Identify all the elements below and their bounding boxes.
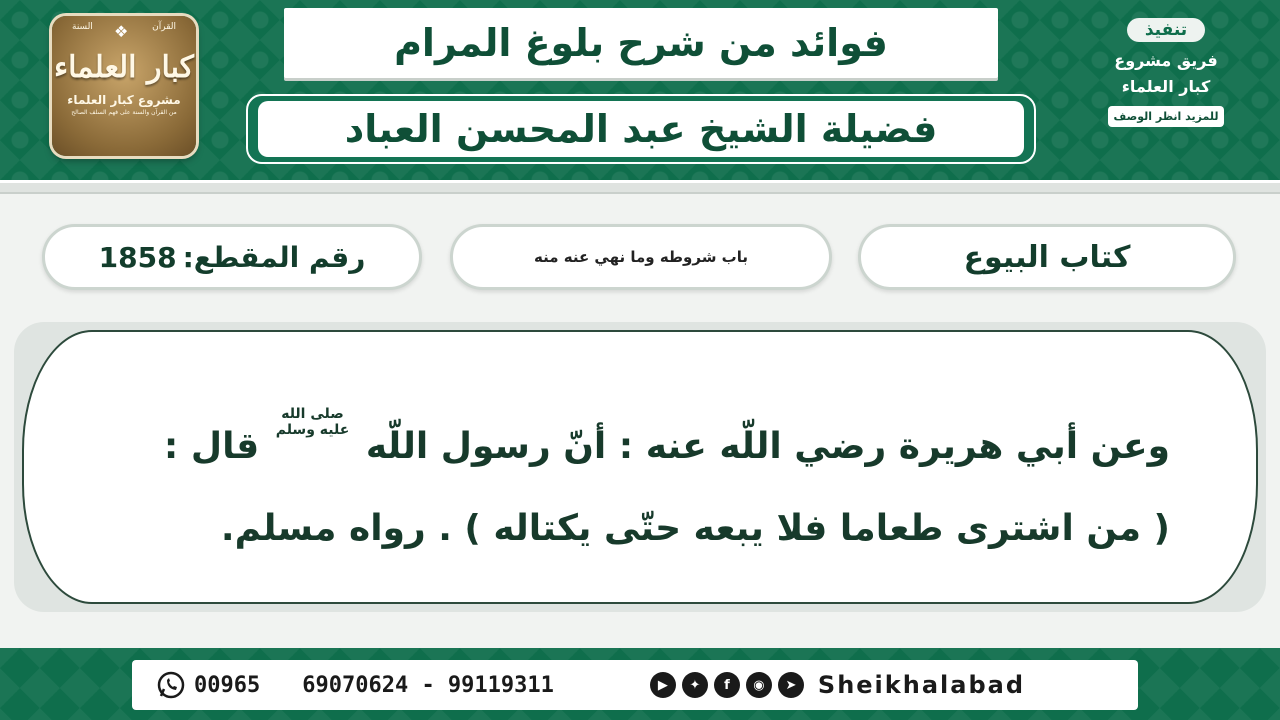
execution-label: تنفيذ: [1127, 18, 1205, 42]
phone-numbers: 69070624 - 99119311: [302, 672, 554, 698]
whatsapp-group: [156, 670, 260, 700]
header-divider: [0, 180, 1280, 194]
series-title-box: [284, 8, 998, 78]
hadith-line-1-start: وعن أبي هريرة رضي اللّه عنه : أنّ رسول اللّه: [365, 426, 1170, 467]
social-icons: [650, 671, 1025, 699]
hadith-line-2: ( من اشترى طعاما فلا يبعه حتّى يكتاله ) . رواه مسلم.: [220, 508, 1170, 549]
hadith-card: [22, 330, 1258, 604]
salla-honorific: [276, 406, 350, 438]
sheikh-name: فضيلة الشيخ عبد المحسن العباد: [344, 107, 938, 151]
open-book-icon: ❖: [114, 22, 129, 41]
logo-sunnah-label: السنة: [72, 22, 93, 32]
hadith-line-1-end: قال :: [163, 426, 260, 467]
chapter-title-pill: [450, 224, 832, 290]
country-code: 00965: [194, 672, 261, 698]
contact-bar: [132, 660, 1138, 710]
youtube-icon[interactable]: ▶: [650, 672, 676, 698]
book-title-pill: [858, 224, 1236, 290]
series-title: فوائد من شرح بلوغ المرام: [394, 21, 888, 65]
kibar-ulama-logo: [52, 16, 196, 156]
production-credit: [1094, 14, 1238, 160]
clip-number: 1858: [98, 240, 177, 274]
book-title: كتاب البيوع: [963, 239, 1131, 275]
team-name-line2: كبار العلماء: [1121, 77, 1211, 96]
team-name: [1094, 48, 1238, 100]
whatsapp-icon[interactable]: [156, 670, 186, 700]
salla-bottom: عليه وسلم: [275, 422, 350, 438]
twitter-icon[interactable]: ✦: [682, 672, 708, 698]
logo-motto: من القرآن والسنة على فهم السلف الصالح: [71, 109, 177, 116]
telegram-icon[interactable]: ➤: [778, 672, 804, 698]
clip-number-label: رقم المقطع:: [182, 240, 366, 274]
hadith-line-1: [110, 406, 1170, 488]
instagram-icon[interactable]: ◉: [746, 672, 772, 698]
logo-calligraphy: كبار العلماء: [54, 50, 194, 85]
more-info-badge: للمزيد انظر الوصف: [1108, 106, 1225, 127]
facebook-icon[interactable]: f: [714, 672, 740, 698]
clip-number-pill: [42, 224, 422, 290]
sheikh-name-inner: [258, 101, 1024, 157]
social-handle[interactable]: Sheikhalabad: [817, 671, 1025, 699]
team-name-line1: فريق مشروع: [1114, 51, 1218, 70]
chapter-title: باب شروطه وما نهي عنه منه: [534, 248, 749, 266]
logo-quran-label: القرآن: [152, 22, 176, 32]
logo-project-name: مشروع كبار العلماء: [67, 93, 181, 107]
sheikh-name-box: [246, 94, 1036, 164]
salla-top: صلى الله: [281, 406, 344, 422]
